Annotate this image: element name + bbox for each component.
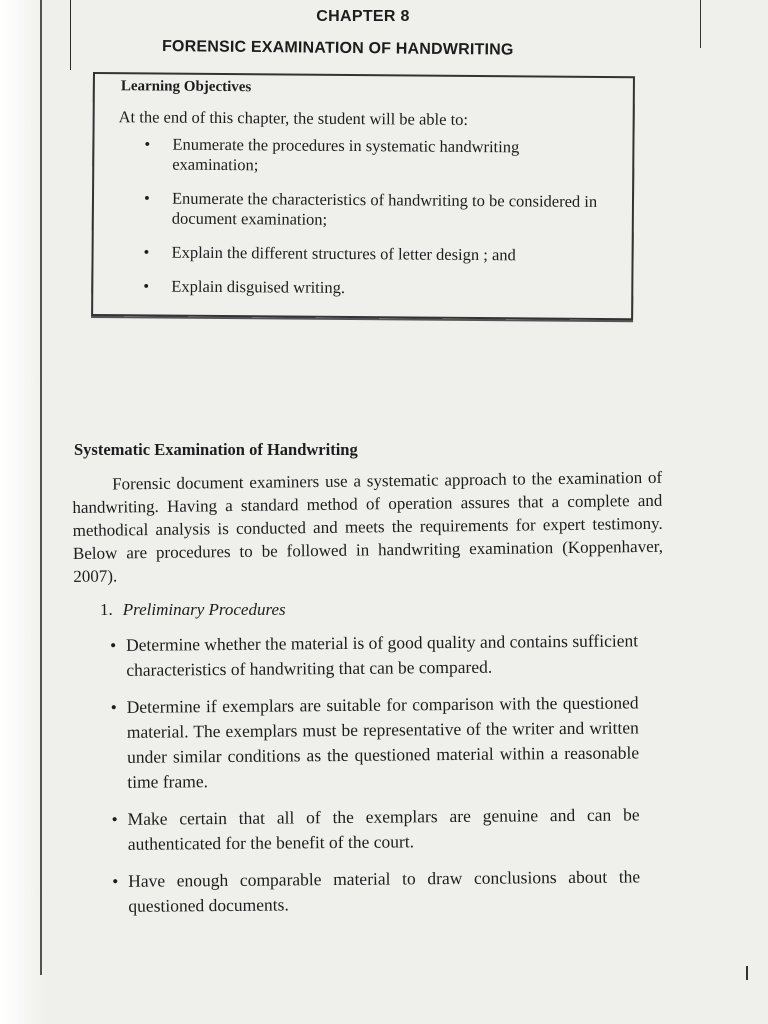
chapter-number: CHAPTER 8 (316, 8, 410, 25)
objective-item (144, 188, 604, 232)
objective-item (143, 276, 603, 300)
section-paragraph: Forensic document examiners use a systematic approach to the examination of handwriting. Having a standard method of operation assures that a complete and methodical analysis is conducted and meets the requirements for expert testimony. Below are procedures to be followed in handwriting examination (Koppenhaver, 2007). (72, 467, 664, 586)
page-binding-edge (40, 0, 42, 975)
objective-text: Enumerate the characteristics of handwriting to be considered in document examination; (171, 188, 598, 229)
bullet-icon: • (110, 634, 117, 655)
bullet-icon: • (143, 242, 150, 262)
procedure-item (111, 690, 640, 795)
procedure-text: Make certain that all of the exemplars are genuine and can be authenticated for the benefit of the court. (127, 804, 640, 854)
scan-mark (746, 966, 748, 980)
objective-text: Explain disguised writing. (171, 276, 346, 297)
procedure-item (112, 864, 640, 919)
subsection-number: 1. (100, 600, 113, 619)
learning-objectives-heading: Learning Objectives (120, 78, 252, 96)
objective-item (144, 134, 604, 178)
procedure-text: Determine if exemplars are suitable for comparison with the questioned material. The exemplars must be representative of the writer and written under similar conditions as the questioned material within a reasonable time frame. (126, 692, 640, 792)
learning-objectives-list (143, 134, 604, 314)
bullet-icon: • (112, 870, 119, 891)
procedure-item (112, 802, 640, 857)
subsection-heading (100, 600, 286, 620)
bullet-icon: • (144, 134, 151, 154)
learning-objectives-intro: At the end of this chapter, the student will be able to: (118, 107, 469, 129)
bullet-icon: • (111, 808, 118, 829)
bullet-icon: • (143, 276, 150, 296)
chapter-title: FORENSIC EXAMINATION OF HANDWRITING (161, 38, 514, 59)
procedure-item (110, 628, 638, 683)
procedure-list (110, 628, 641, 931)
procedure-text: Have enough comparable material to draw conclusions about the questioned documents. (128, 866, 641, 916)
objective-text: Enumerate the procedures in systematic handwriting examination; (172, 134, 520, 175)
section-heading: Systematic Examination of Handwriting (74, 440, 358, 459)
procedure-text: Determine whether the material is of good quality and contains sufficient characteristics of handwriting that can be compared. (126, 630, 639, 680)
learning-objectives-box (91, 72, 635, 320)
objective-item (144, 242, 604, 266)
bullet-icon: • (110, 696, 117, 717)
bullet-icon: • (143, 188, 150, 208)
objective-text: Explain the different structures of letter design ; and (171, 242, 516, 265)
subsection-title: Preliminary Procedures (122, 600, 286, 619)
